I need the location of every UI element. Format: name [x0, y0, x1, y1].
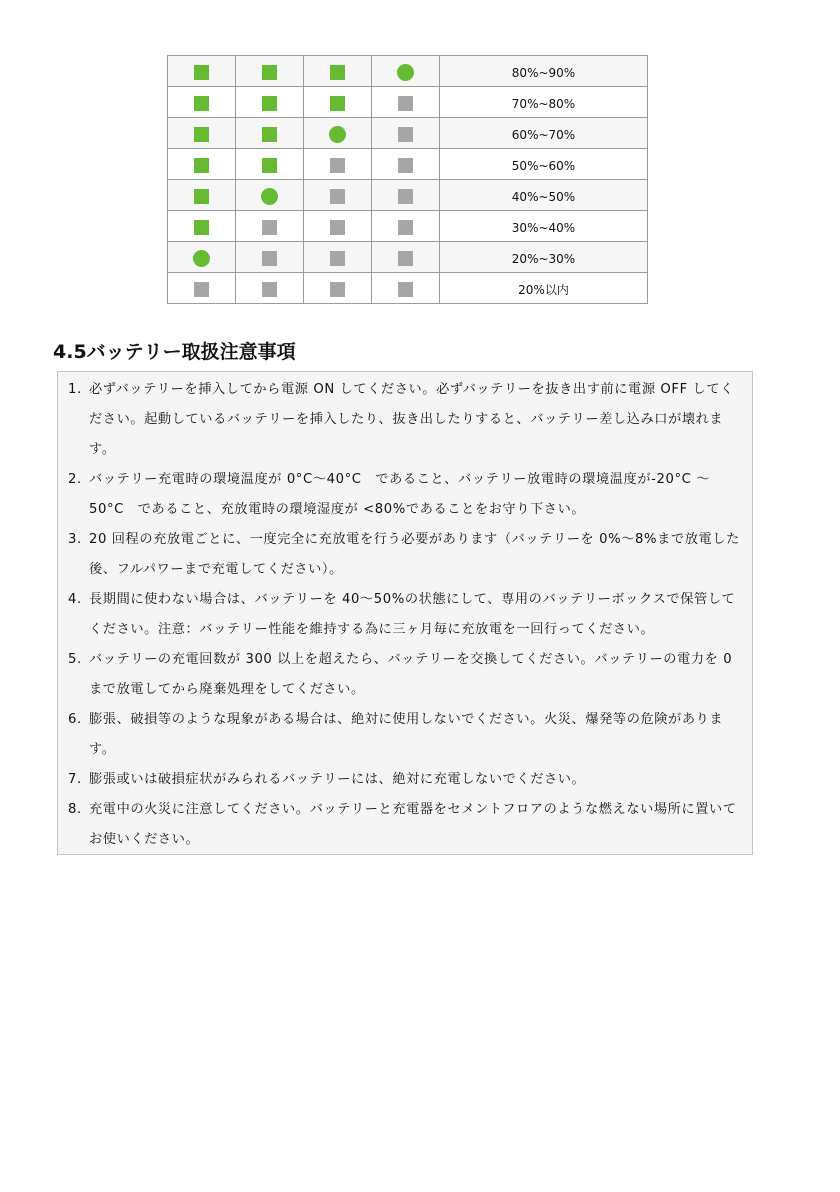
led-off-indicator [330, 220, 345, 235]
led-on-indicator [330, 65, 345, 80]
led-off-indicator [262, 282, 277, 297]
led-cell [372, 87, 440, 118]
precautions-list [58, 372, 752, 855]
charge-range-cell [440, 56, 648, 87]
battery-level-row [168, 118, 648, 149]
precaution-number: 1. [68, 382, 82, 397]
led-cell [168, 149, 236, 180]
precaution-number: 6. [68, 712, 82, 727]
led-cell [168, 56, 236, 87]
precaution-text: 膨張或いは破損症状がみられるバッテリーには、絶対に充電しないでください。 [89, 772, 586, 787]
led-off-indicator [262, 220, 277, 235]
charge-range-label: 40%~50% [511, 189, 576, 204]
battery-level-row [168, 87, 648, 118]
led-cell [372, 242, 440, 273]
precaution-number: 3. [68, 532, 82, 547]
led-cell [304, 118, 372, 149]
led-cell [236, 56, 304, 87]
charge-range-cell [440, 273, 648, 304]
led-blinking-indicator [193, 250, 210, 267]
led-off-indicator [330, 189, 345, 204]
led-cell [236, 242, 304, 273]
charge-range-cell [440, 149, 648, 180]
led-cell [236, 211, 304, 242]
led-cell [236, 149, 304, 180]
led-off-indicator [330, 251, 345, 266]
led-on-indicator [194, 220, 209, 235]
battery-level-row [168, 242, 648, 273]
led-off-indicator [398, 282, 413, 297]
precaution-text: 膨張、破損等のような現象がある場合は、絶対に使用しないでください。火災、爆発等の危険があります。 [89, 712, 724, 757]
led-cell [168, 242, 236, 273]
precaution-text: バッテリー充電時の環境温度が 0°C～40°C であること、バッテリー放電時の環境温度が-20°C ～50°C であること、充放電時の環境湿度が <80%であることをお守り下さい。 [89, 472, 711, 517]
precautions-box [57, 371, 753, 855]
charge-range-cell [440, 118, 648, 149]
led-cell [372, 180, 440, 211]
led-off-indicator [398, 251, 413, 266]
led-cell [168, 211, 236, 242]
precaution-item [58, 465, 752, 525]
led-cell [168, 273, 236, 304]
battery-level-row [168, 273, 648, 304]
precaution-text: 充電中の火災に注意してください。バッテリーと充電器をセメントフロアのような燃えない場所に置いてお使いください。 [89, 802, 737, 847]
led-cell [372, 273, 440, 304]
battery-level-rows [168, 56, 648, 304]
led-cell [304, 87, 372, 118]
led-off-indicator [398, 158, 413, 173]
precaution-number: 7. [68, 772, 82, 787]
led-cell [168, 118, 236, 149]
led-off-indicator [262, 251, 277, 266]
led-cell [236, 87, 304, 118]
charge-range-cell [440, 180, 648, 211]
precaution-item [58, 375, 752, 465]
led-cell [304, 211, 372, 242]
led-cell [304, 242, 372, 273]
led-cell [304, 273, 372, 304]
led-on-indicator [194, 189, 209, 204]
led-blinking-indicator [397, 64, 414, 81]
led-cell [236, 118, 304, 149]
precaution-item [58, 585, 752, 645]
led-blinking-indicator [329, 126, 346, 143]
led-off-indicator [330, 282, 345, 297]
led-cell [168, 87, 236, 118]
precaution-text: 必ずバッテリーを挿入してから電源 ON してください。必ずバッテリーを抜き出す前に電源 OFF してください。起動しているバッテリーを挿入したり、抜き出したりすると、バッテリー差し込み口が壊れます。 [89, 382, 734, 457]
charge-range-label: 30%~40% [511, 220, 576, 235]
precaution-number: 5. [68, 652, 82, 667]
precaution-item [58, 645, 752, 705]
led-off-indicator [398, 127, 413, 142]
led-cell [372, 56, 440, 87]
led-off-indicator [330, 158, 345, 173]
led-off-indicator [398, 220, 413, 235]
precaution-item [58, 765, 752, 795]
section-title: 4.5バッテリー取扱注意事項 [53, 341, 296, 363]
precaution-number: 4. [68, 592, 82, 607]
led-off-indicator [398, 96, 413, 111]
led-cell [304, 56, 372, 87]
precaution-text: 20 回程の充放電ごとに、一度完全に充放電を行う必要があります（バッテリーを 0%～8%まで放電した後、フルパワーまで充電してください）。 [89, 532, 740, 577]
charge-range-label: 80%~90% [511, 65, 576, 80]
precaution-item [58, 705, 752, 765]
led-on-indicator [194, 96, 209, 111]
battery-level-row [168, 211, 648, 242]
led-on-indicator [194, 158, 209, 173]
led-on-indicator [262, 158, 277, 173]
battery-level-table [167, 55, 648, 304]
charge-range-label: 70%~80% [511, 96, 576, 111]
led-cell [236, 180, 304, 211]
charge-range-label: 50%~60% [511, 158, 576, 173]
charge-range-cell [440, 242, 648, 273]
charge-range-label: 60%~70% [511, 127, 576, 142]
precaution-number: 8. [68, 802, 82, 817]
charge-range-label: 20%以内 [518, 282, 569, 297]
led-cell [236, 273, 304, 304]
precaution-item [58, 795, 752, 855]
charge-range-cell [440, 211, 648, 242]
led-off-indicator [398, 189, 413, 204]
led-cell [372, 118, 440, 149]
led-on-indicator [262, 96, 277, 111]
led-cell [372, 149, 440, 180]
battery-level-row [168, 149, 648, 180]
led-on-indicator [194, 127, 209, 142]
precaution-number: 2. [68, 472, 82, 487]
battery-level-row [168, 180, 648, 211]
precaution-text: バッテリーの充電回数が 300 以上を超えたら、バッテリーを交換してください。バッテリーの電力を 0 まで放電してから廃棄処理をしてください。 [89, 652, 733, 697]
battery-level-row [168, 56, 648, 87]
led-cell [372, 211, 440, 242]
led-blinking-indicator [261, 188, 278, 205]
led-cell [304, 149, 372, 180]
led-off-indicator [194, 282, 209, 297]
led-on-indicator [262, 65, 277, 80]
led-on-indicator [194, 65, 209, 80]
charge-range-label: 20%~30% [511, 251, 576, 266]
led-on-indicator [262, 127, 277, 142]
led-on-indicator [330, 96, 345, 111]
led-cell [304, 180, 372, 211]
precaution-text: 長期間に使わない場合は、バッテリーを 40～50%の状態にして、専用のバッテリーボックスで保管してください。注意：バッテリー性能を維持する為に三ヶ月毎に充放電を一回行ってください。 [89, 592, 736, 637]
led-cell [168, 180, 236, 211]
charge-range-cell [440, 87, 648, 118]
precaution-item [58, 525, 752, 585]
